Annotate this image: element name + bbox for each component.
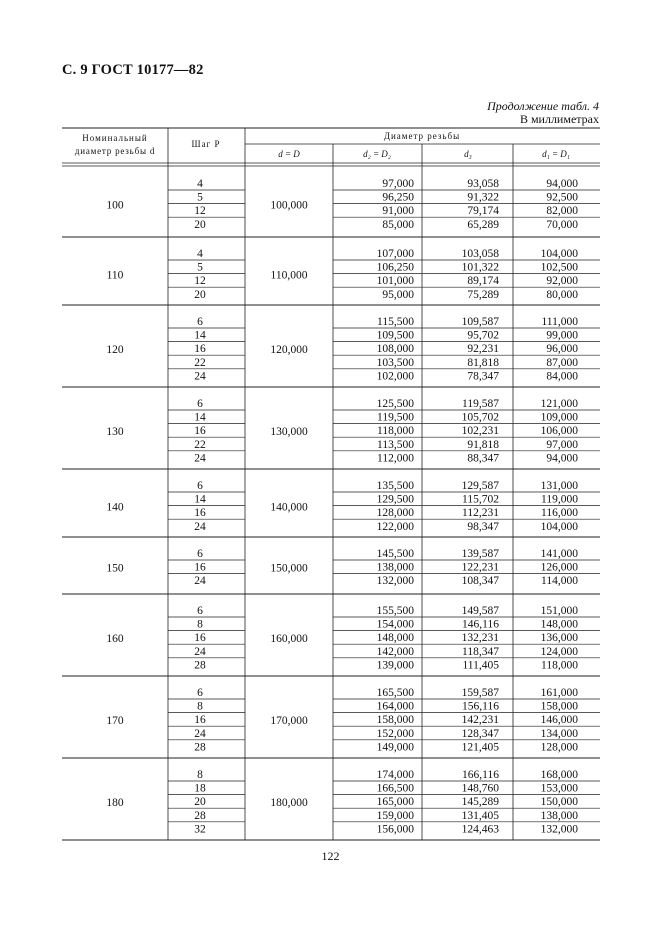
diameter-d3-value: 132,231	[461, 632, 499, 645]
nominal-diameter: 100	[106, 199, 124, 212]
diameter-d2-value: 155,500	[376, 605, 414, 617]
diameter-d2-value: 122,000	[376, 520, 414, 533]
diameter-d1-value: 153,000	[540, 782, 578, 795]
diameter-d3-value: 81,818	[467, 356, 499, 369]
diameter-d2-value: 156,000	[376, 823, 414, 836]
diameter-d2-value: 165,000	[376, 796, 414, 809]
header-diameter: Диаметр резьбы	[383, 131, 461, 141]
diameter-d3-value: 129,587	[461, 480, 499, 492]
pitch-value: 6	[197, 398, 203, 410]
pitch-value: 28	[194, 659, 206, 672]
header-col-d3: d₃	[464, 149, 472, 159]
pitch-value: 16	[194, 425, 206, 438]
diameter-d3-value: 119,587	[462, 398, 499, 410]
diameter-d2-value: 128,000	[376, 507, 414, 520]
diameter-d3-value: 95,702	[467, 329, 499, 342]
diameter-d3-value: 115,702	[462, 493, 499, 506]
diameter-d2-value: 166,500	[376, 782, 414, 795]
diameter-d2-value: 101,000	[376, 275, 414, 288]
diameter-d1-value: 94,000	[546, 178, 578, 190]
pitch-value: 6	[197, 316, 203, 328]
pitch-value: 28	[194, 809, 206, 822]
diameter-d: 120,000	[270, 344, 308, 357]
diameter-d1-value: 124,000	[540, 645, 578, 658]
diameter-d2-value: 95,000	[382, 288, 414, 301]
nominal-diameter: 170	[106, 715, 124, 728]
diameter-d2-value: 85,000	[382, 218, 414, 231]
diameter-d3-value: 89,174	[467, 275, 499, 288]
pitch-value: 16	[194, 561, 206, 574]
pitch-value: 16	[194, 632, 206, 645]
diameter-d1-value: 148,000	[540, 618, 578, 631]
diameter-d2-value: 106,250	[376, 261, 414, 274]
diameter-d1-value: 111,000	[541, 316, 578, 328]
diameter-d2-value: 129,500	[376, 493, 414, 506]
pitch-value: 24	[194, 645, 206, 658]
diameter-d1-value: 119,000	[541, 493, 578, 506]
pitch-value: 14	[194, 411, 206, 424]
diameter-d3-value: 124,463	[461, 823, 499, 836]
nominal-diameter: 130	[106, 426, 124, 439]
diameter-d3-value: 146,116	[462, 618, 499, 631]
pitch-value: 4	[197, 248, 203, 260]
nominal-diameter: 160	[106, 633, 124, 646]
diameter-d3-value: 102,231	[461, 425, 499, 438]
diameter-d: 150,000	[270, 562, 308, 575]
pitch-value: 24	[194, 520, 206, 533]
pitch-value: 6	[197, 548, 203, 560]
diameter-d3-value: 91,322	[467, 191, 499, 204]
diameter-d1-value: 70,000	[546, 218, 578, 231]
diameter-d1-value: 104,000	[540, 248, 578, 260]
nominal-diameter: 140	[106, 501, 124, 514]
diameter-d2-value: 96,250	[382, 191, 414, 204]
pitch-value: 5	[197, 191, 203, 204]
diameter-d3-value: 79,174	[467, 205, 499, 218]
diameter-d1-value: 128,000	[540, 741, 578, 754]
diameter-d1-value: 146,000	[540, 714, 578, 727]
diameter-d3-value: 159,587	[461, 687, 499, 699]
diameter-d3-value: 109,587	[461, 316, 499, 328]
diameter-d1-value: 161,000	[540, 687, 578, 699]
diameter-d3-value: 75,289	[467, 288, 499, 301]
header-pitch: Шаг P	[191, 139, 221, 149]
pitch-value: 6	[197, 605, 203, 617]
pitch-value: 12	[194, 205, 206, 218]
diameter-d: 170,000	[270, 715, 308, 728]
pitch-value: 22	[194, 356, 206, 369]
pitch-value: 32	[194, 823, 206, 836]
diameter-d: 160,000	[270, 633, 308, 646]
diameter-d3-value: 148,760	[461, 782, 499, 795]
pitch-value: 16	[194, 714, 206, 727]
diameter-d: 130,000	[270, 426, 308, 439]
header-nominal-line2: диаметр резьбы d	[74, 146, 156, 156]
pitch-value: 28	[194, 741, 206, 754]
diameter-d1-value: 134,000	[540, 727, 578, 740]
diameter-d2-value: 152,000	[376, 727, 414, 740]
pitch-value: 24	[194, 727, 206, 740]
diameter-d1-value: 104,000	[540, 520, 578, 533]
pitch-value: 14	[194, 493, 206, 506]
diameter-d: 110,000	[270, 269, 308, 282]
pitch-value: 24	[194, 575, 206, 588]
diameter-d1-value: 151,000	[540, 605, 578, 617]
diameter-d1-value: 150,000	[540, 796, 578, 809]
pitch-value: 24	[194, 370, 206, 383]
diameter-d3-value: 93,058	[467, 178, 499, 190]
diameter-d1-value: 82,000	[546, 205, 578, 218]
diameter-d3-value: 65,289	[467, 218, 499, 231]
pitch-value: 12	[194, 275, 206, 288]
diameter-d2-value: 107,000	[376, 248, 414, 260]
diameter-d3-value: 149,587	[461, 605, 499, 617]
diameter-d2-value: 118,000	[377, 425, 414, 438]
page-header: С. 9 ГОСТ 10177—82	[62, 62, 204, 78]
diameter-d2-value: 138,000	[376, 561, 414, 574]
diameter-d1-value: 80,000	[546, 288, 578, 301]
diameter-d2-value: 149,000	[376, 741, 414, 754]
diameter-d3-value: 101,322	[461, 261, 499, 274]
diameter-d: 140,000	[270, 501, 308, 514]
nominal-diameter: 110	[106, 269, 124, 282]
diameter-d2-value: 115,500	[377, 316, 414, 328]
diameter-d3-value: 156,116	[462, 700, 499, 713]
diameter-d2-value: 135,500	[376, 480, 414, 492]
diameter-d1-value: 116,000	[541, 507, 578, 520]
diameter-d1-value: 109,000	[540, 411, 578, 424]
diameter-d2-value: 119,500	[377, 411, 414, 424]
diameter-d2-value: 113,500	[377, 438, 414, 451]
diameter-d1-value: 97,000	[546, 438, 578, 451]
pitch-value: 6	[197, 480, 203, 492]
pitch-value: 16	[194, 507, 206, 520]
diameter-d2-value: 139,000	[376, 659, 414, 672]
diameter-d3-value: 92,231	[467, 343, 499, 356]
diameter-d3-value: 103,058	[461, 248, 499, 260]
diameter-d2-value: 165,500	[376, 687, 414, 699]
header-col-d: d = D	[278, 149, 300, 159]
nominal-diameter: 120	[106, 344, 124, 357]
pitch-value: 18	[194, 782, 206, 795]
diameter-d2-value: 112,000	[377, 452, 414, 465]
diameter-d3-value: 139,587	[461, 548, 499, 560]
diameter-d3-value: 111,405	[462, 659, 499, 672]
diameter-d2-value: 158,000	[376, 714, 414, 727]
diameter-d1-value: 94,000	[546, 452, 578, 465]
diameter-d3-value: 145,289	[461, 796, 499, 809]
diameter-d1-value: 141,000	[540, 548, 578, 560]
diameter-d1-value: 114,000	[541, 575, 578, 588]
diameter-d3-value: 121,405	[461, 741, 499, 754]
pitch-value: 16	[194, 343, 206, 356]
diameter-d1-value: 99,000	[546, 329, 578, 342]
header-col-d2: d₂ = D₂	[363, 149, 391, 159]
diameter-d1-value: 121,000	[540, 398, 578, 410]
diameter-d2-value: 145,500	[376, 548, 414, 560]
diameter-d2-value: 108,000	[376, 343, 414, 356]
diameter-d3-value: 112,231	[462, 507, 499, 520]
diameter-d1-value: 118,000	[541, 659, 578, 672]
pitch-value: 8	[197, 700, 203, 713]
diameter-d3-value: 131,405	[461, 809, 499, 822]
diameter-d1-value: 158,000	[540, 700, 578, 713]
diameter-d1-value: 168,000	[540, 769, 578, 781]
header-nominal-line1: Номинальный	[82, 133, 148, 143]
diameter-d: 180,000	[270, 797, 308, 810]
diameter-d3-value: 142,231	[461, 714, 499, 727]
diameter-d3-value: 88,347	[467, 452, 499, 465]
diameter-d2-value: 125,500	[376, 398, 414, 410]
diameter-d1-value: 126,000	[540, 561, 578, 574]
diameter-d3-value: 118,347	[462, 645, 499, 658]
diameter-d1-value: 138,000	[540, 809, 578, 822]
diameter-d2-value: 132,000	[376, 575, 414, 588]
pitch-value: 8	[197, 618, 203, 631]
diameter-d: 100,000	[270, 199, 308, 212]
diameter-d3-value: 105,702	[461, 411, 499, 424]
page-number: 122	[321, 849, 340, 863]
pitch-value: 5	[197, 261, 203, 274]
nominal-diameter: 150	[106, 562, 124, 575]
diameter-d1-value: 87,000	[546, 356, 578, 369]
header-col-d1: d₁ = D₁	[542, 149, 570, 159]
diameter-d2-value: 164,000	[376, 700, 414, 713]
diameter-d2-value: 102,000	[376, 370, 414, 383]
diameter-d2-value: 174,000	[376, 769, 414, 781]
pitch-value: 20	[194, 796, 206, 809]
diameter-d2-value: 109,500	[376, 329, 414, 342]
diameter-d2-value: 159,000	[376, 809, 414, 822]
diameter-d1-value: 96,000	[546, 343, 578, 356]
diameter-d3-value: 91,818	[467, 438, 499, 451]
diameter-d3-value: 166,116	[462, 769, 499, 781]
diameter-d2-value: 97,000	[382, 178, 414, 190]
nominal-diameter: 180	[106, 797, 124, 810]
diameter-d1-value: 136,000	[540, 632, 578, 645]
diameter-d3-value: 108,347	[461, 575, 499, 588]
diameter-d3-value: 98,347	[467, 520, 499, 533]
diameter-d3-value: 122,231	[461, 561, 499, 574]
pitch-value: 20	[194, 218, 206, 231]
diameter-d2-value: 148,000	[376, 632, 414, 645]
diameter-d2-value: 91,000	[382, 205, 414, 218]
table-continuation-note: Продолжение табл. 4	[487, 99, 599, 113]
diameter-d3-value: 128,347	[461, 727, 499, 740]
pitch-value: 20	[194, 288, 206, 301]
pitch-value: 8	[197, 769, 203, 781]
units-note: В миллиметрах	[519, 112, 599, 126]
diameter-d2-value: 154,000	[376, 618, 414, 631]
diameter-d2-value: 142,000	[376, 645, 414, 658]
diameter-d1-value: 102,500	[540, 261, 578, 274]
pitch-value: 4	[197, 178, 203, 190]
pitch-value: 6	[197, 687, 203, 699]
diameter-d1-value: 106,000	[540, 425, 578, 438]
pitch-value: 14	[194, 329, 206, 342]
diameter-d1-value: 132,000	[540, 823, 578, 836]
diameter-d1-value: 131,000	[540, 480, 578, 492]
pitch-value: 22	[194, 438, 206, 451]
pitch-value: 24	[194, 452, 206, 465]
diameter-d1-value: 92,500	[546, 191, 578, 204]
diameter-d3-value: 78,347	[467, 370, 499, 383]
diameter-d1-value: 84,000	[546, 370, 578, 383]
diameter-d1-value: 92,000	[546, 275, 578, 288]
diameter-d2-value: 103,500	[376, 356, 414, 369]
